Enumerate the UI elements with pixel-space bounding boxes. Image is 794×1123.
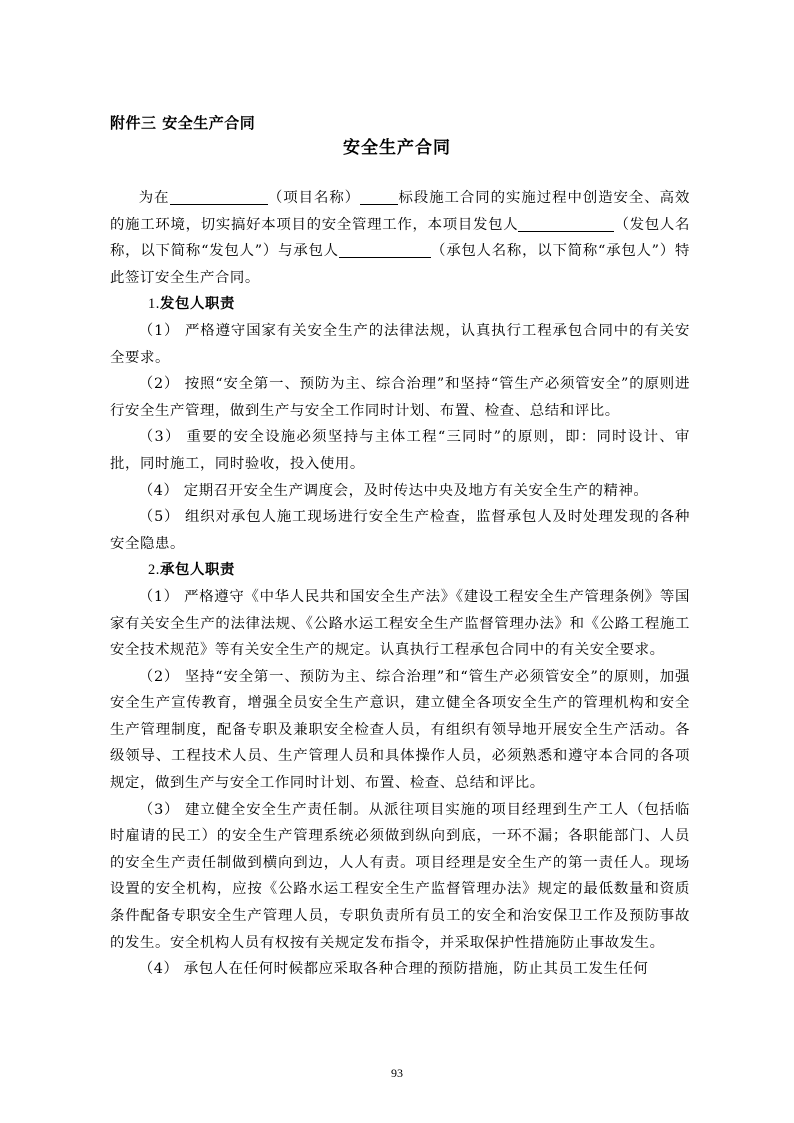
page-number: 93 [391,1066,403,1080]
section-blank [360,188,398,205]
project-name-blank [170,188,268,205]
section-2-item: （2） 坚持“安全第一、预防为主、综合治理”和“管生产必须管安全”的原则，加强安全生产宣传教育，增强全员安全生产意识，建立健全各项安全生产的管理机构和安全生产管理制度，配备专职及兼职安全检查人员，有组织有领导地开展安全生产活动。各级领导、工程技术人员、生产管理人员和具体操作人员，必须熟悉和遵守本合同的各项规定，做到生产与安全工作同时计划、布置、检查、总结和评比。 [110,668,690,792]
intro-text-3: 标段施工合同的实施过程中创造安全、高效的施工环境，切实搞好本项目的安全管理工作，本项目发包人 [110,190,690,233]
document-body [110,185,690,983]
intro-text-1: 为在 [138,190,170,206]
section-1-item: （4） 定期召开安全生产调度会，及时传达中央及地方有关安全生产的精神。 [138,482,649,499]
section-2-item: （1） 严格遵守《中华人民共和国安全生产法》《建设工程安全生产管理条例》等国家有关安全生产的法律法规、《公路水运工程安全生产监督管理办法》和《公路工程施工安全技术规范》等有关安全生产的规定。认真执行工程承包合同中的有关安全要求。 [110,588,690,659]
section-1-item: （3） 重要的安全设施必须坚持与主体工程“三同时”的原则，即：同时设计、审批，同时施工，同时验收，投入使用。 [110,429,690,472]
contractor-name-blank [339,241,431,258]
section-2-number: 2. [148,562,160,579]
section-1-title: 发包人职责 [160,296,235,313]
intro-text-5: （承包人名称，以下简称“承包人”）特此签订安全生产合同。 [110,243,691,286]
section-2-heading [110,557,690,584]
section-2-item: （3） 建立健全安全生产责任制。从派往项目实施的项目经理到生产工人（包括临时雇请的民工）的安全生产管理系统必须做到纵向到底，一环不漏；各职能部门、人员的安全生产责任制做到横向到边，人人有责。项目经理是安全生产的第一责任人。现场设置的安全机构，应按《公路水运工程安全生产监督管理办法》规定的最低数量和资质条件配备专职安全生产管理人员，专职负责所有员工的安全和治安保卫工作及预防事故的发生。安全机构人员有权按有关规定发布指令，并采取保护性措施防止事故发生。 [110,801,690,951]
section-1-item: （1） 严格遵守国家有关安全生产的法律法规，认真执行工程承包合同中的有关安全要求。 [110,322,690,366]
document-title: 安全生产合同 [343,138,451,158]
section-1-heading [110,291,690,318]
intro-text-4: （发包人名称，以下简称“发包人”）与承包人 [110,216,690,260]
intro-text-2: （项目名称） [267,190,361,206]
employer-name-blank [518,215,614,232]
section-1-number: 1. [148,296,160,313]
section-1-item: （2） 按照“安全第一、预防为主、综合治理”和坚持“管生产必须管安全”的原则进行安全生产管理，做到生产与安全工作同时计划、布置、检查、总结和评比。 [110,376,690,419]
section-1-item: （5） 组织对承包人施工现场进行安全生产检查，监督承包人及时处理发现的各种安全隐患。 [110,509,690,552]
section-2-item: （4） 承包人在任何时候都应采取各种合理的预防措施，防止其员工发生任何 [138,961,649,978]
intro-paragraph [110,185,690,291]
appendix-label: 附件三 安全生产合同 [110,114,256,132]
section-2-title: 承包人职责 [160,562,235,579]
